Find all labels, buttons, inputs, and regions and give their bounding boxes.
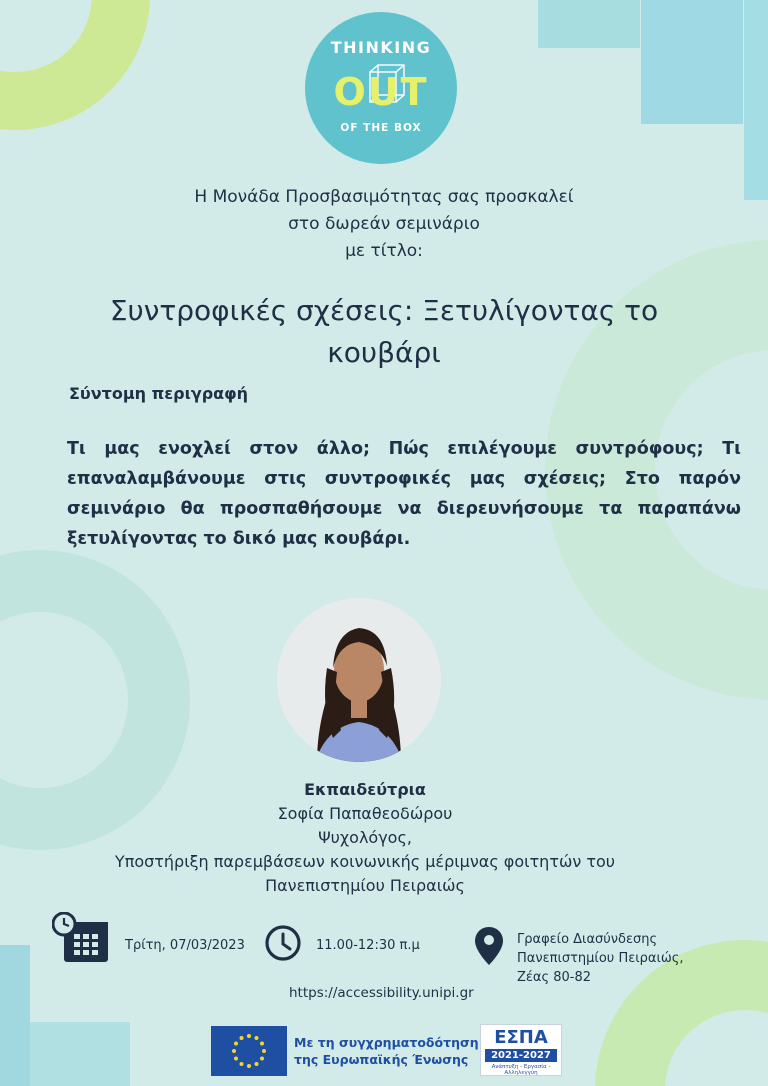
- logo-top-text: THINKING: [330, 38, 432, 57]
- logo-bottom-text: OF THE BOX: [340, 122, 422, 134]
- summary-heading: Σύντομη περιγραφή: [69, 384, 249, 403]
- invitation-line: με τίτλο:: [345, 241, 423, 261]
- speaker-profession: Ψυχολόγος,: [318, 828, 412, 847]
- espa-logo: [480, 1024, 562, 1076]
- eu-funding-text: [294, 1034, 479, 1068]
- seminar-title-line: κουβάρι: [327, 336, 441, 369]
- seminar-title: [84, 290, 684, 374]
- event-location: [517, 930, 684, 987]
- speaker-position: Πανεπιστημίου Πειραιώς: [265, 876, 465, 895]
- invitation-line: Η Μονάδα Προσβασιμότητας σας προσκαλεί: [194, 187, 574, 207]
- eu-flag-icon: [211, 1026, 287, 1076]
- event-location-line: Ζέας 80-82: [517, 970, 592, 985]
- logo-out-text: OUT: [333, 70, 429, 114]
- website-link[interactable]: https://accessibility.unipi.gr: [289, 985, 474, 1001]
- calendar-clock-icon: [52, 912, 110, 964]
- thinking-out-of-the-box-logo: [305, 12, 457, 164]
- map-pin-icon: [474, 926, 504, 966]
- speaker-photo: [277, 598, 441, 762]
- event-time: 11.00-12:30 π.μ: [316, 938, 420, 953]
- decorative-block: [30, 1022, 130, 1086]
- espa-years: 2021-2027: [485, 1049, 557, 1062]
- seminar-description: Τι μας ενοχλεί στον άλλο; Πώς επιλέγουμε συντρόφους; Τι επαναλαμβάνουμε στις συντροφικές μας σχέσεις; Στο παρόν σεμινάριο θα προσπαθήσουμε να διερευνήσουμε τα παραπάνω ξετυλίγοντας το δικό μας κουβάρι.: [67, 439, 741, 549]
- decorative-block: [538, 0, 640, 48]
- eu-funding-line: Με τη συγχρηματοδότηση: [294, 1035, 479, 1050]
- clock-icon: [264, 924, 302, 962]
- invitation-line: στο δωρεάν σεμινάριο: [288, 214, 480, 234]
- eu-funding-line: της Ευρωπαϊκής Ένωσης: [294, 1052, 469, 1067]
- speaker-name: Σοφία Παπαθεοδώρου: [277, 804, 453, 823]
- event-location-line: Γραφείο Διασύνδεσης: [517, 932, 658, 947]
- espa-tagline: Ανάπτυξη - Εργασία - Αλληλεγγύη: [491, 1064, 551, 1076]
- espa-title: ΕΣΠΑ: [494, 1027, 548, 1048]
- speaker-info: [0, 778, 730, 898]
- speaker-portrait-image: [277, 598, 441, 762]
- decorative-block: [744, 0, 768, 200]
- seminar-title-line: Συντροφικές σχέσεις: Ξετυλίγοντας το: [109, 294, 659, 327]
- speaker-role-title: Εκπαιδεύτρια: [304, 780, 426, 799]
- event-date: Τρίτη, 07/03/2023: [125, 938, 245, 953]
- decorative-ring-top-left: [0, 0, 150, 130]
- speaker-position: Υποστήριξη παρεμβάσεων κοινωνικής μέριμνας φοιτητών του: [114, 852, 616, 871]
- decorative-block: [0, 945, 30, 1086]
- invitation-text: [0, 184, 768, 265]
- decorative-block: [641, 0, 743, 124]
- event-location-line: Πανεπιστημίου Πειραιώς,: [517, 951, 684, 966]
